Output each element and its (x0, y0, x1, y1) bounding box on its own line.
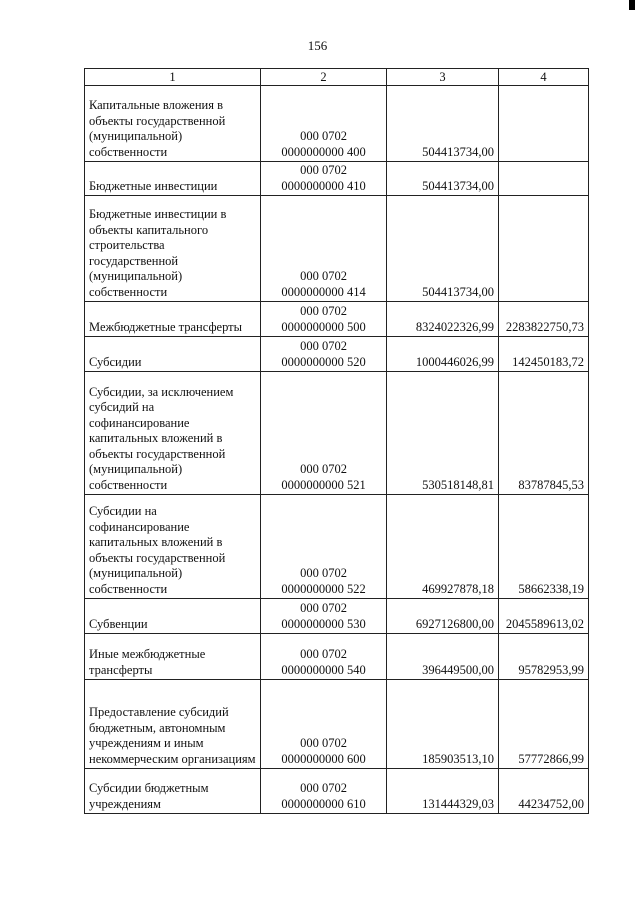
code-line-2: 0000000000 600 (281, 751, 366, 766)
table-row (85, 302, 589, 337)
row-value-4: 58662338,19 (499, 495, 589, 599)
row-code (261, 162, 387, 196)
row-value-3: 469927878,18 (387, 495, 499, 599)
code-line-2: 0000000000 521 (281, 477, 366, 492)
code-line-2: 0000000000 540 (281, 662, 366, 677)
corner-mark (629, 0, 635, 10)
code-line-1: 000 0702 (300, 163, 347, 177)
row-name: Предоставление субсидий бюджетным, автономным учреждениям и иным некоммерческим организациям (85, 680, 261, 769)
code-line-2: 0000000000 520 (281, 354, 366, 369)
row-value-4: 44234752,00 (499, 769, 589, 814)
code-line-1: 000 0702 (300, 566, 347, 580)
code-line-1: 000 0702 (300, 601, 347, 615)
row-value-4: 57772866,99 (499, 680, 589, 769)
row-name: Межбюджетные трансферты (85, 302, 261, 337)
code-line-2: 0000000000 410 (281, 178, 366, 193)
table-row (85, 769, 589, 814)
row-value-3: 131444329,03 (387, 769, 499, 814)
row-code (261, 337, 387, 372)
table-row (85, 196, 589, 302)
row-code (261, 196, 387, 302)
row-code (261, 634, 387, 680)
table-row (85, 495, 589, 599)
row-value-4: 95782953,99 (499, 634, 589, 680)
code-line-2: 0000000000 610 (281, 796, 366, 811)
row-name: Субсидии, за исключением субсидий на софинансирование капитальных вложений в объекты государственной (муниципальной) собственности (85, 372, 261, 495)
row-name: Капитальные вложения в объекты государственной (муниципальной) собственности (85, 86, 261, 162)
row-name: Субсидии (85, 337, 261, 372)
row-value-3: 185903513,10 (387, 680, 499, 769)
page-number: 156 (307, 38, 328, 53)
row-value-4: 2045589613,02 (499, 599, 589, 634)
row-value-3: 8324022326,99 (387, 302, 499, 337)
row-value-4: 2283822750,73 (499, 302, 589, 337)
table-row (85, 86, 589, 162)
row-value-3: 530518148,81 (387, 372, 499, 495)
code-line-1: 000 0702 (300, 462, 347, 476)
row-value-3: 504413734,00 (387, 196, 499, 302)
table-row (85, 680, 589, 769)
code-line-2: 0000000000 522 (281, 581, 366, 596)
row-name: Субсидии бюджетным учреждениям (85, 769, 261, 814)
row-name: Бюджетные инвестиции в объекты капитального строительства государственной (муниципальной) собственности (85, 196, 261, 302)
row-code (261, 599, 387, 634)
header-col-2: 2 (261, 69, 387, 86)
row-value-3: 504413734,00 (387, 86, 499, 162)
budget-table (84, 68, 589, 814)
row-value-4: 83787845,53 (499, 372, 589, 495)
table-row (85, 634, 589, 680)
row-value-3: 504413734,00 (387, 162, 499, 196)
row-value-3: 1000446026,99 (387, 337, 499, 372)
code-line-2: 0000000000 500 (281, 319, 366, 334)
code-line-2: 0000000000 530 (281, 616, 366, 631)
code-line-1: 000 0702 (300, 129, 347, 143)
row-code (261, 86, 387, 162)
header-row (85, 69, 589, 86)
row-name: Бюджетные инвестиции (85, 162, 261, 196)
row-value-4 (499, 86, 589, 162)
row-code (261, 680, 387, 769)
row-value-4 (499, 162, 589, 196)
table-row (85, 337, 589, 372)
code-line-2: 0000000000 400 (281, 144, 366, 159)
table-row (85, 599, 589, 634)
table-row (85, 162, 589, 196)
row-name: Субвенции (85, 599, 261, 634)
code-line-2: 0000000000 414 (281, 284, 366, 299)
header-col-4: 4 (499, 69, 589, 86)
code-line-1: 000 0702 (300, 736, 347, 750)
code-line-1: 000 0702 (300, 304, 347, 318)
header-col-1: 1 (85, 69, 261, 86)
row-code (261, 769, 387, 814)
code-line-1: 000 0702 (300, 269, 347, 283)
row-value-3: 6927126800,00 (387, 599, 499, 634)
code-line-1: 000 0702 (300, 647, 347, 661)
code-line-1: 000 0702 (300, 339, 347, 353)
row-code (261, 302, 387, 337)
row-name: Иные межбюджетные трансферты (85, 634, 261, 680)
header-col-3: 3 (387, 69, 499, 86)
row-code (261, 495, 387, 599)
row-value-4: 142450183,72 (499, 337, 589, 372)
row-name: Субсидии на софинансирование капитальных вложений в объекты государственной (муниципальной) собственности (85, 495, 261, 599)
row-code (261, 372, 387, 495)
code-line-1: 000 0702 (300, 781, 347, 795)
row-value-4 (499, 196, 589, 302)
table-row (85, 372, 589, 495)
row-value-3: 396449500,00 (387, 634, 499, 680)
